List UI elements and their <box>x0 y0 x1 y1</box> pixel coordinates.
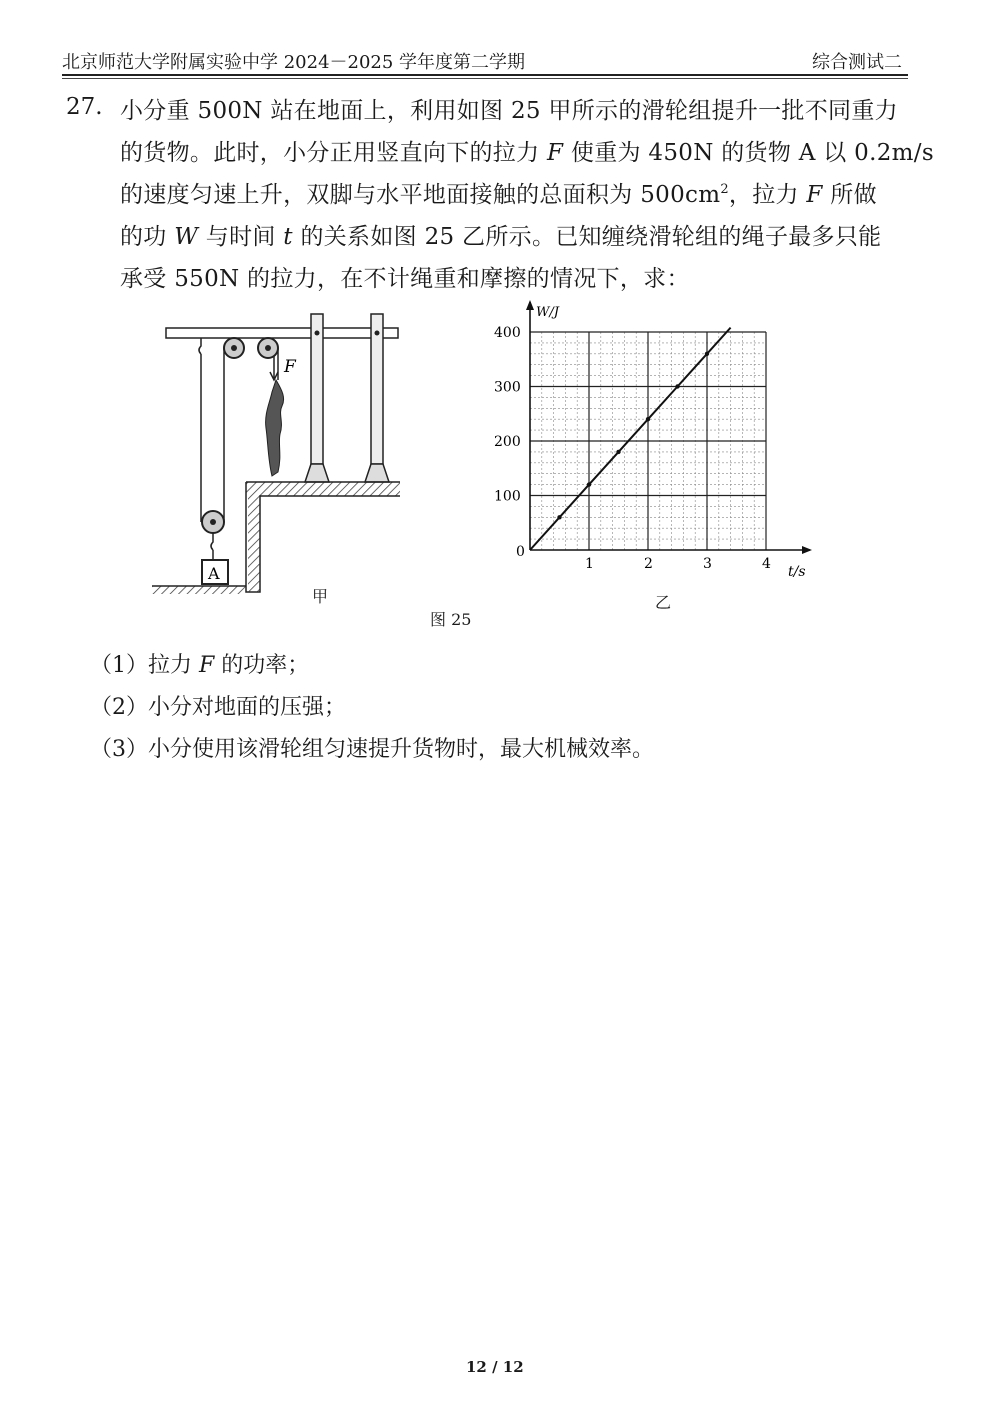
sub-question-2: （2）小分对地面的压强； <box>90 695 346 720</box>
school-term: 北京师范大学附属实验中学 2024－2025 学年度第二学期 <box>62 52 526 73</box>
question-stem <box>120 90 934 300</box>
stem-line-2: 的货物。此时，小分正用竖直向下的拉力 F 使重为 450N 的货物 A 以 0.2m/s <box>120 140 934 166</box>
sub-question-1: （1）拉力 F 的功率； <box>90 653 310 678</box>
stem-line-3: 的速度匀速上升，双脚与水平地面接触的总面积为 $500cm^2$，拉力 F 所做 <box>120 182 877 208</box>
question-number: 27. <box>66 94 103 120</box>
data-point <box>705 352 709 356</box>
test-name: 综合测试二 <box>812 52 902 73</box>
x-tick-label: 1 <box>585 556 594 572</box>
movable-pulley <box>202 511 224 560</box>
panel-a-label: 甲 <box>312 587 329 606</box>
ceiling-beam <box>166 328 398 338</box>
data-point <box>616 450 620 454</box>
person-figure <box>266 380 284 476</box>
figure-caption: 图 25 <box>430 610 472 629</box>
y-tick-label: 400 <box>494 325 521 341</box>
y-tick-label: 300 <box>494 379 521 396</box>
x-axis-arrow <box>802 546 812 554</box>
chart-axes <box>526 300 812 580</box>
header-rule <box>62 74 908 76</box>
chart-series <box>530 328 731 550</box>
header-rule-thin <box>62 78 908 79</box>
x-tick-label: 3 <box>703 556 712 572</box>
origin-label: 0 <box>516 544 525 560</box>
data-point <box>587 482 591 486</box>
x-tick-label: 2 <box>644 556 653 572</box>
chart-ticks <box>494 325 771 572</box>
y-tick-label: 200 <box>494 434 521 450</box>
y-axis-arrow <box>526 300 534 310</box>
page-number: 12 / 12 <box>466 1358 524 1376</box>
sub-question-3: （3）小分使用该滑轮组匀速提升货物时，最大机械效率。 <box>90 737 654 762</box>
pulley-diagram <box>148 310 408 605</box>
chart-grid <box>530 332 766 550</box>
y-tick-label: 100 <box>494 488 521 505</box>
work-time-chart <box>470 296 820 586</box>
x-tick-label: 4 <box>762 556 771 572</box>
stem-line-4: 的功 W 与时间 t 的关系如图 25 乙所示。已知缠绕滑轮组的绳子最多只能 <box>120 224 882 250</box>
support-post-right <box>365 314 389 482</box>
y-axis-label: W/J <box>536 305 559 320</box>
stem-line-5: 承受 550N 的拉力，在不计绳重和摩擦的情况下，求： <box>120 266 690 292</box>
force-arrow <box>270 356 278 380</box>
support-post-left <box>305 314 329 482</box>
data-point <box>646 417 650 421</box>
page-header <box>62 40 908 74</box>
panel-b-label: 乙 <box>655 593 672 612</box>
platform <box>246 482 400 496</box>
fixed-pulley-1 <box>224 338 244 358</box>
data-point <box>557 515 561 519</box>
data-point <box>675 384 679 388</box>
x-axis-label: t/s <box>788 564 806 580</box>
force-label: F <box>284 357 296 377</box>
cargo-label: A <box>208 564 220 583</box>
stem-line-1: 小分重 500N 站在地面上，利用如图 25 甲所示的滑轮组提升一批不同重力 <box>120 98 898 124</box>
ground <box>152 586 246 594</box>
fixed-pulley-2 <box>258 338 278 358</box>
